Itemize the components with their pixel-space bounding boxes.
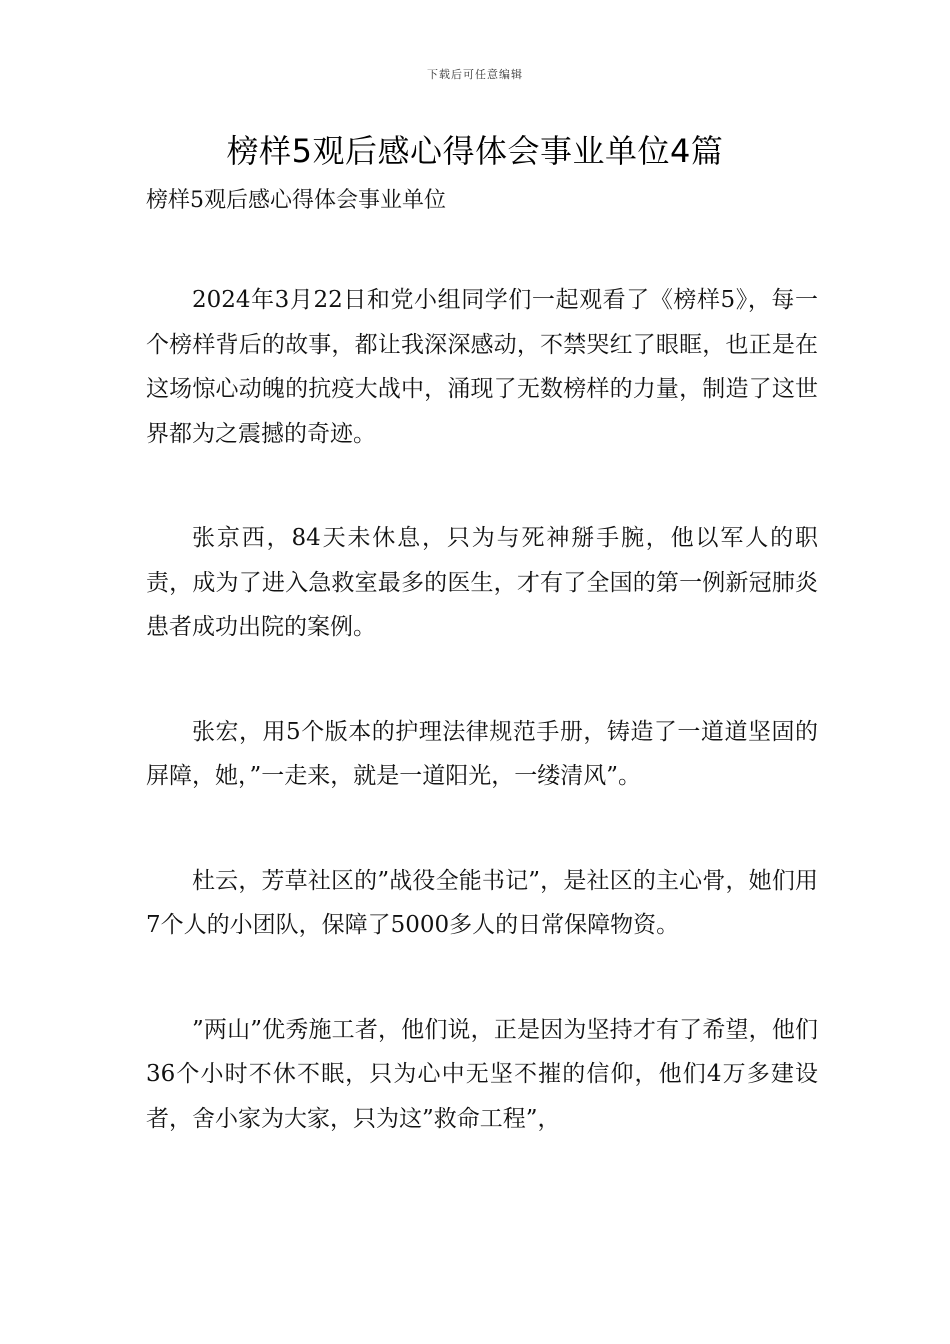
document-body	[146, 278, 818, 1201]
paragraph-2: 张京西，84天未休息，只为与死神掰手腕，他以军人的职责，成为了进入急救室最多的医生，才有了全国的第一例新冠肺炎患者成功出院的案例。	[146, 525, 818, 640]
paragraph-1: 2024年3月22日和党小组同学们一起观看了《榜样5》，每一个榜样背后的故事，都让我深深感动，不禁哭红了眼眶，也正是在这场惊心动魄的抗疫大战中，涌现了无数榜样的力量，制造了这世界都为之震撼的奇迹。	[146, 287, 818, 447]
paragraph-4: 杜云，芳草社区的”战役全能书记”，是社区的主心骨，她们用7个人的小团队，保障了5000多人的日常保障物资。	[146, 867, 818, 938]
header-note: 下载后可任意编辑	[427, 68, 523, 81]
paragraph-5: ”两山”优秀施工者，他们说，正是因为坚持才有了希望，他们36个小时不休不眠，只为心中无坚不摧的信仰，他们4万多建设者，舍小家为大家，只为这”救命工程”，	[146, 1016, 818, 1132]
document-subtitle: 榜样5观后感心得体会事业单位	[146, 188, 446, 213]
document-title: 榜样5观后感心得体会事业单位4篇	[226, 132, 724, 170]
paragraph-3: 张宏，用5个版本的护理法律规范手册，铸造了一道道坚固的屏障，她，”一走来，就是一道阳光，一缕清风”。	[146, 718, 818, 789]
